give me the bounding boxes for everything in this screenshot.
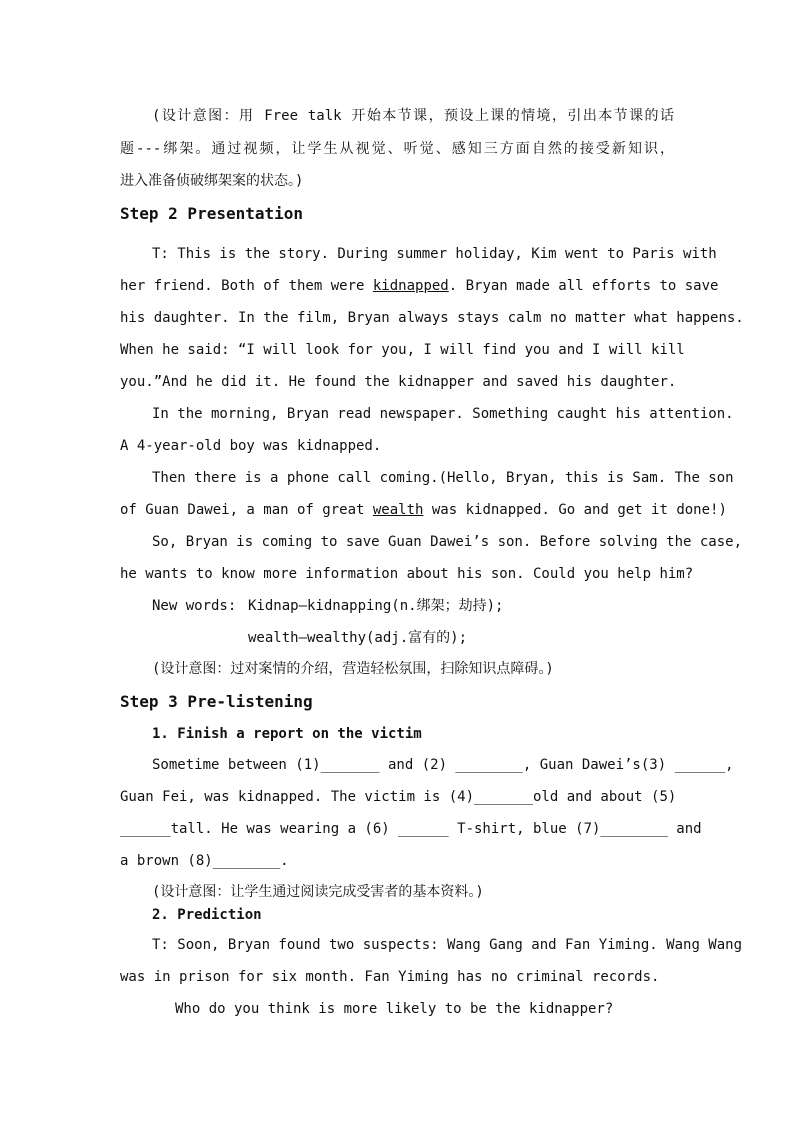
new-words-label: New words: (152, 598, 237, 614)
design-intent-1-line-2: 题---绑架。通过视频，让学生从视觉、听觉、感知三方面自然的接受新知识， (120, 141, 674, 157)
underlined-word-kidnapped: kidnapped (372, 278, 449, 294)
presentation-para-3-line-2: of Guan Dawei, a man of great wealth was kidnapped. Go and get it done!) (120, 502, 727, 518)
presentation-para-2-line-2: A 4-year-old boy was kidnapped. (120, 438, 382, 454)
underlined-word-wealth: wealth (372, 502, 424, 518)
presentation-para-1-line-4: When he said: “I will look for you, I will find you and I will kill (120, 342, 685, 358)
step-2-heading: Step 2 Presentation (120, 204, 304, 223)
step-3-heading: Step 3 Pre-listening (120, 692, 313, 711)
report-line-3: ______tall. He was wearing a (6) ______ T-shirt, blue (7)________ and (120, 821, 702, 837)
report-line-1: Sometime between (1)_______ and (2) ________, Guan Dawei’s(3) ______, (152, 757, 734, 773)
report-line-4: a brown (8)________. (120, 853, 289, 869)
presentation-para-2-line-1: In the morning, Bryan read newspaper. Something caught his attention. (152, 406, 734, 422)
presentation-para-1-line-2: her friend. Both of them were kidnapped. Bryan made all efforts to save (120, 278, 719, 294)
presentation-para-1-line-3: his daughter. In the film, Bryan always stays calm no matter what happens. (120, 310, 744, 326)
prediction-line-1: T: Soon, Bryan found two suspects: Wang Gang and Fan Yiming. Wang Wang (152, 937, 743, 953)
report-subheading: 1. Finish a report on the victim (152, 726, 422, 742)
presentation-para-1-line-5: you.”And he did it. He found the kidnapper and saved his daughter. (120, 374, 677, 390)
presentation-para-1-line-1: T: This is the story. During summer holiday, Kim went to Paris with (152, 246, 717, 262)
design-intent-3: (设计意图：让学生通过阅读完成受害者的基本资料。) (152, 884, 484, 900)
presentation-para-3-line-1: Then there is a phone call coming.(Hello, Bryan, this is Sam. The son (152, 470, 734, 486)
new-word-kidnap: Kidnap—kidnapping(n.绑架；劫持); (248, 598, 504, 614)
prediction-subheading: 2. Prediction (152, 907, 262, 923)
design-intent-1-line-1: (设计意图：用 Free talk 开始本节课，预设上课的情境，引出本节课的话 (152, 108, 674, 124)
presentation-para-4-line-2: he wants to know more information about his son. Could you help him? (120, 566, 694, 582)
design-intent-1-line-3: 进入准备侦破绑架案的状态。) (120, 173, 304, 189)
presentation-para-4-line-1: So, Bryan is coming to save Guan Dawei’s son. Before solving the case, (152, 534, 743, 550)
design-intent-2: (设计意图：过对案情的介绍，营造轻松氛围，扫除知识点障碍。) (152, 661, 554, 677)
prediction-question: Who do you think is more likely to be the kidnapper? (175, 1001, 614, 1017)
new-word-wealth: wealth—wealthy(adj.富有的); (248, 630, 468, 646)
report-line-2: Guan Fei, was kidnapped. The victim is (4)_______old and about (5) (120, 789, 677, 805)
prediction-line-2: was in prison for six month. Fan Yiming has no criminal records. (120, 969, 660, 985)
